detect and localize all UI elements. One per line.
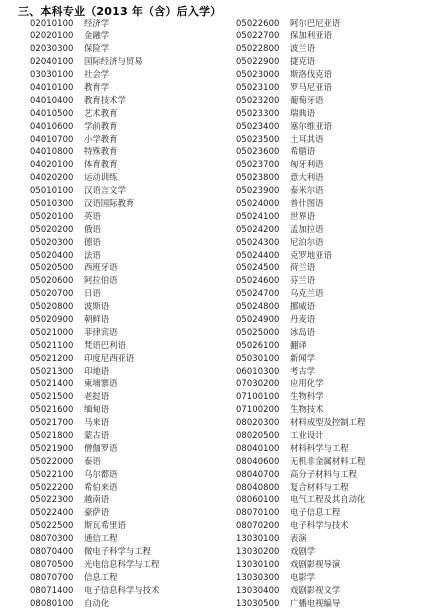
- major-name: 小学教育: [84, 133, 118, 146]
- major-name: 乌尔都语: [84, 468, 118, 481]
- major-row: [30, 249, 235, 262]
- major-row: [30, 584, 235, 597]
- major-name: 电气工程及其自动化: [290, 493, 365, 506]
- major-row: [30, 390, 235, 403]
- major-row: [30, 365, 235, 378]
- major-row: [30, 545, 235, 558]
- major-name: 考古学: [290, 365, 315, 378]
- major-row: [236, 29, 441, 42]
- major-row: [30, 493, 235, 506]
- major-row: [236, 584, 441, 597]
- major-name: 西班牙语: [84, 261, 118, 274]
- major-code: 05022300: [30, 493, 84, 506]
- major-code: 02030300: [30, 42, 84, 55]
- major-row: [30, 107, 235, 120]
- major-row: [30, 519, 235, 532]
- major-row: [236, 468, 441, 481]
- major-name: 僧伽罗语: [84, 442, 118, 455]
- major-row: [30, 442, 235, 455]
- major-name: 尼泊尔语: [290, 236, 324, 249]
- major-code: 08060100: [236, 493, 290, 506]
- major-code: 05023900: [236, 184, 290, 197]
- major-row: [30, 184, 235, 197]
- major-name: 希腊语: [290, 145, 315, 158]
- major-row: [30, 313, 235, 326]
- major-code: 05020100: [30, 210, 84, 223]
- major-name: 英语: [84, 210, 101, 223]
- major-row: [30, 597, 235, 609]
- major-code: 04010100: [30, 81, 84, 94]
- major-code: 04010400: [30, 94, 84, 107]
- major-row: [236, 133, 441, 146]
- major-code: 05021600: [30, 403, 84, 416]
- right-column: [236, 17, 441, 609]
- major-row: [30, 571, 235, 584]
- major-code: 05020600: [30, 274, 84, 287]
- major-name: 荷兰语: [290, 261, 315, 274]
- major-name: 电影学: [290, 571, 315, 584]
- major-code: 05022200: [30, 481, 84, 494]
- major-row: [30, 455, 235, 468]
- major-name: 无机非金属材料工程: [290, 455, 365, 468]
- major-row: [30, 197, 235, 210]
- major-name: 普什图语: [290, 197, 324, 210]
- major-name: 广播电视编导: [290, 597, 340, 609]
- major-name: 葡萄牙语: [290, 94, 324, 107]
- major-code: 05020300: [30, 236, 84, 249]
- major-code: 05021800: [30, 429, 84, 442]
- major-name: 材料成型及控制工程: [290, 416, 365, 429]
- major-name: 瑞典语: [290, 107, 315, 120]
- major-code: 08070400: [30, 545, 84, 558]
- major-code: 05022700: [236, 29, 290, 42]
- major-name: 电子科学与技术: [290, 519, 349, 532]
- major-name: 日语: [84, 287, 101, 300]
- major-name: 菲律宾语: [84, 326, 118, 339]
- major-code: 05023200: [236, 94, 290, 107]
- major-name: 冰岛语: [290, 326, 315, 339]
- major-code: 08070200: [236, 519, 290, 532]
- major-row: [236, 442, 441, 455]
- major-name: 泰米尔语: [290, 184, 324, 197]
- major-row: [30, 145, 235, 158]
- major-row: [236, 326, 441, 339]
- major-code: 05020700: [30, 287, 84, 300]
- major-code: 04010500: [30, 107, 84, 120]
- major-row: [30, 171, 235, 184]
- major-row: [30, 94, 235, 107]
- major-name: 金融学: [84, 29, 109, 42]
- major-name: 缅甸语: [84, 403, 109, 416]
- major-row: [30, 120, 235, 133]
- major-row: [30, 403, 235, 416]
- major-code: 05024800: [236, 300, 290, 313]
- major-name: 保加利亚语: [290, 29, 332, 42]
- major-row: [30, 274, 235, 287]
- major-name: 意大利语: [290, 171, 324, 184]
- major-row: [236, 365, 441, 378]
- major-code: 05023700: [236, 158, 290, 171]
- major-name: 匈牙利语: [290, 158, 324, 171]
- major-name: 世界语: [290, 210, 315, 223]
- major-name: 材料科学与工程: [290, 442, 349, 455]
- major-row: [30, 481, 235, 494]
- major-code: 06010300: [236, 365, 290, 378]
- major-row: [236, 545, 441, 558]
- major-code: 13030100: [236, 532, 290, 545]
- major-row: [30, 429, 235, 442]
- major-code: 04020100: [30, 158, 84, 171]
- major-row: [236, 55, 441, 68]
- major-code: 08080100: [30, 597, 84, 609]
- major-code: 05021000: [30, 326, 84, 339]
- major-code: 13030500: [236, 597, 290, 609]
- major-name: 汉语言文学: [84, 184, 126, 197]
- major-name: 塞尔维亚语: [290, 120, 332, 133]
- major-name: 社会学: [84, 68, 109, 81]
- major-code: 05010100: [30, 184, 84, 197]
- major-row: [236, 481, 441, 494]
- major-row: [236, 558, 441, 571]
- major-row: [236, 429, 441, 442]
- major-name: 电子信息科学与技术: [84, 584, 159, 597]
- major-row: [236, 519, 441, 532]
- major-row: [30, 55, 235, 68]
- major-code: 05022900: [236, 55, 290, 68]
- major-row: [236, 261, 441, 274]
- major-code: 05024300: [236, 236, 290, 249]
- major-code: 05021200: [30, 352, 84, 365]
- major-code: 05024200: [236, 223, 290, 236]
- major-name: 阿拉伯语: [84, 274, 118, 287]
- major-name: 马来语: [84, 416, 109, 429]
- major-name: 表演: [290, 532, 307, 545]
- major-row: [236, 300, 441, 313]
- major-row: [236, 210, 441, 223]
- major-code: 08071400: [30, 584, 84, 597]
- major-code: 08070300: [30, 532, 84, 545]
- major-code: 05023300: [236, 107, 290, 120]
- major-code: 05021500: [30, 390, 84, 403]
- major-row: [30, 42, 235, 55]
- major-code: 13030300: [236, 571, 290, 584]
- major-row: [30, 326, 235, 339]
- major-name: 孟加拉语: [290, 223, 324, 236]
- section-heading: 三、本科专业（2013 年（含）后入学）: [18, 3, 221, 19]
- major-row: [236, 81, 441, 94]
- major-row: [30, 300, 235, 313]
- major-name: 生物科学: [290, 390, 324, 403]
- major-code: 07100100: [236, 390, 290, 403]
- major-name: 捷克语: [290, 55, 315, 68]
- major-code: 05021900: [30, 442, 84, 455]
- major-name: 斯洛伐克语: [290, 68, 332, 81]
- major-name: 希伯来语: [84, 481, 118, 494]
- major-row: [30, 236, 235, 249]
- major-code: 08020500: [236, 429, 290, 442]
- major-code: 04010600: [30, 120, 84, 133]
- major-row: [236, 249, 441, 262]
- major-code: 07030200: [236, 377, 290, 390]
- major-row: [30, 468, 235, 481]
- major-row: [236, 197, 441, 210]
- major-name: 翻译: [290, 339, 307, 352]
- major-name: 克罗地亚语: [290, 249, 332, 262]
- major-row: [236, 107, 441, 120]
- major-code: 05021300: [30, 365, 84, 378]
- major-row: [236, 313, 441, 326]
- major-name: 汉语国际教育: [84, 197, 134, 210]
- major-name: 波兰语: [290, 42, 315, 55]
- major-code: 08070100: [236, 506, 290, 519]
- major-row: [236, 571, 441, 584]
- major-row: [30, 377, 235, 390]
- major-name: 罗马尼亚语: [290, 81, 332, 94]
- major-row: [30, 210, 235, 223]
- major-code: 05010300: [30, 197, 84, 210]
- major-name: 特殊教育: [84, 145, 118, 158]
- major-code: 05023400: [236, 120, 290, 133]
- major-code: 05022100: [30, 468, 84, 481]
- major-name: 应用化学: [290, 377, 324, 390]
- major-code: 05021400: [30, 377, 84, 390]
- major-code: 05020500: [30, 261, 84, 274]
- major-row: [30, 133, 235, 146]
- major-name: 丹麦语: [290, 313, 315, 326]
- major-code: 05024600: [236, 274, 290, 287]
- major-code: 05022600: [236, 17, 290, 30]
- major-name: 微电子科学与工程: [84, 545, 151, 558]
- major-name: 越南语: [84, 493, 109, 506]
- major-name: 体育教育: [84, 158, 118, 171]
- major-code: 02040100: [30, 55, 84, 68]
- major-name: 通信工程: [84, 532, 118, 545]
- major-code: 13030100: [236, 558, 290, 571]
- major-code: 05023500: [236, 133, 290, 146]
- major-code: 02010100: [30, 17, 84, 30]
- major-name: 朝鲜语: [84, 313, 109, 326]
- major-row: [236, 493, 441, 506]
- major-name: 新闻学: [290, 352, 315, 365]
- major-code: 04020200: [30, 171, 84, 184]
- major-row: [236, 377, 441, 390]
- major-row: [30, 416, 235, 429]
- major-code: 08040700: [236, 468, 290, 481]
- major-name: 工业设计: [290, 429, 324, 442]
- major-code: 05023800: [236, 171, 290, 184]
- major-name: 信息工程: [84, 571, 118, 584]
- major-code: 05023600: [236, 145, 290, 158]
- major-code: 05020400: [30, 249, 84, 262]
- major-row: [30, 558, 235, 571]
- major-name: 戏剧学: [290, 545, 315, 558]
- major-name: 梵语巴利语: [84, 339, 126, 352]
- major-row: [236, 390, 441, 403]
- major-row: [236, 506, 441, 519]
- major-code: 08070500: [30, 558, 84, 571]
- major-name: 保险学: [84, 42, 109, 55]
- major-row: [236, 339, 441, 352]
- major-code: 07100200: [236, 403, 290, 416]
- major-row: [236, 416, 441, 429]
- major-code: 04010800: [30, 145, 84, 158]
- major-row: [236, 597, 441, 609]
- major-code: 05020900: [30, 313, 84, 326]
- major-code: 13030400: [236, 584, 290, 597]
- major-row: [30, 339, 235, 352]
- major-row: [236, 455, 441, 468]
- major-name: 复合材料与工程: [290, 481, 349, 494]
- major-name: 光电信息科学与工程: [84, 558, 159, 571]
- major-row: [236, 403, 441, 416]
- major-code: 05025000: [236, 326, 290, 339]
- major-code: 08040600: [236, 455, 290, 468]
- major-row: [236, 287, 441, 300]
- major-row: [236, 236, 441, 249]
- major-name: 乌克兰语: [290, 287, 324, 300]
- major-code: 05023100: [236, 81, 290, 94]
- major-name: 老挝语: [84, 390, 109, 403]
- major-name: 自动化: [84, 597, 109, 609]
- major-name: 豪萨语: [84, 506, 109, 519]
- major-row: [236, 352, 441, 365]
- major-row: [30, 81, 235, 94]
- major-row: [30, 158, 235, 171]
- major-row: [30, 287, 235, 300]
- major-code: 08040100: [236, 442, 290, 455]
- major-code: 03030100: [30, 68, 84, 81]
- major-row: [236, 274, 441, 287]
- major-name: 电子信息工程: [290, 506, 340, 519]
- major-name: 高分子材料与工程: [290, 468, 357, 481]
- major-row: [30, 29, 235, 42]
- major-name: 土耳其语: [290, 133, 324, 146]
- major-row: [236, 17, 441, 30]
- major-code: 05020200: [30, 223, 84, 236]
- major-row: [236, 223, 441, 236]
- major-code: 08070700: [30, 571, 84, 584]
- major-code: 05021100: [30, 339, 84, 352]
- major-code: 02020100: [30, 29, 84, 42]
- major-row: [30, 352, 235, 365]
- major-name: 波斯语: [84, 300, 109, 313]
- major-code: 05024100: [236, 210, 290, 223]
- major-name: 斯瓦希里语: [84, 519, 126, 532]
- major-row: [236, 120, 441, 133]
- major-code: 05022000: [30, 455, 84, 468]
- major-code: 05022400: [30, 506, 84, 519]
- major-name: 俄语: [84, 223, 101, 236]
- major-code: 05023000: [236, 68, 290, 81]
- left-column: [30, 17, 235, 609]
- major-name: 生物技术: [290, 403, 324, 416]
- major-code: 13030200: [236, 545, 290, 558]
- major-row: [236, 68, 441, 81]
- major-code: 08040800: [236, 481, 290, 494]
- major-name: 经济学: [84, 17, 109, 30]
- major-name: 戏剧影视导演: [290, 558, 340, 571]
- major-name: 德语: [84, 236, 101, 249]
- major-name: 挪威语: [290, 300, 315, 313]
- major-code: 05024700: [236, 287, 290, 300]
- major-code: 05022500: [30, 519, 84, 532]
- major-name: 艺术教育: [84, 107, 118, 120]
- major-row: [236, 145, 441, 158]
- major-name: 法语: [84, 249, 101, 262]
- major-code: 04010700: [30, 133, 84, 146]
- major-code: 05024900: [236, 313, 290, 326]
- major-name: 阿尔巴尼亚语: [290, 17, 340, 30]
- major-name: 印地语: [84, 365, 109, 378]
- major-row: [30, 532, 235, 545]
- major-name: 教育技术学: [84, 94, 126, 107]
- major-name: 泰语: [84, 455, 101, 468]
- major-name: 蒙古语: [84, 429, 109, 442]
- major-name: 柬埔寨语: [84, 377, 118, 390]
- major-code: 05021700: [30, 416, 84, 429]
- major-row: [236, 94, 441, 107]
- major-code: 05024400: [236, 249, 290, 262]
- major-row: [236, 158, 441, 171]
- major-code: 08020300: [236, 416, 290, 429]
- major-row: [236, 532, 441, 545]
- major-row: [236, 42, 441, 55]
- major-code: 05020800: [30, 300, 84, 313]
- major-name: 印度尼西亚语: [84, 352, 134, 365]
- major-row: [236, 171, 441, 184]
- major-name: 教育学: [84, 81, 109, 94]
- major-name: 国际经济与贸易: [84, 55, 143, 68]
- major-row: [30, 506, 235, 519]
- major-code: 05030100: [236, 352, 290, 365]
- major-row: [30, 68, 235, 81]
- major-row: [30, 17, 235, 30]
- major-code: 05026100: [236, 339, 290, 352]
- major-name: 学前教育: [84, 120, 118, 133]
- major-row: [30, 223, 235, 236]
- major-code: 05024500: [236, 261, 290, 274]
- major-code: 05022800: [236, 42, 290, 55]
- major-name: 运动训练: [84, 171, 118, 184]
- major-code: 05024000: [236, 197, 290, 210]
- major-row: [236, 184, 441, 197]
- major-row: [30, 261, 235, 274]
- major-name: 戏剧影视文学: [290, 584, 340, 597]
- major-name: 芬兰语: [290, 274, 315, 287]
